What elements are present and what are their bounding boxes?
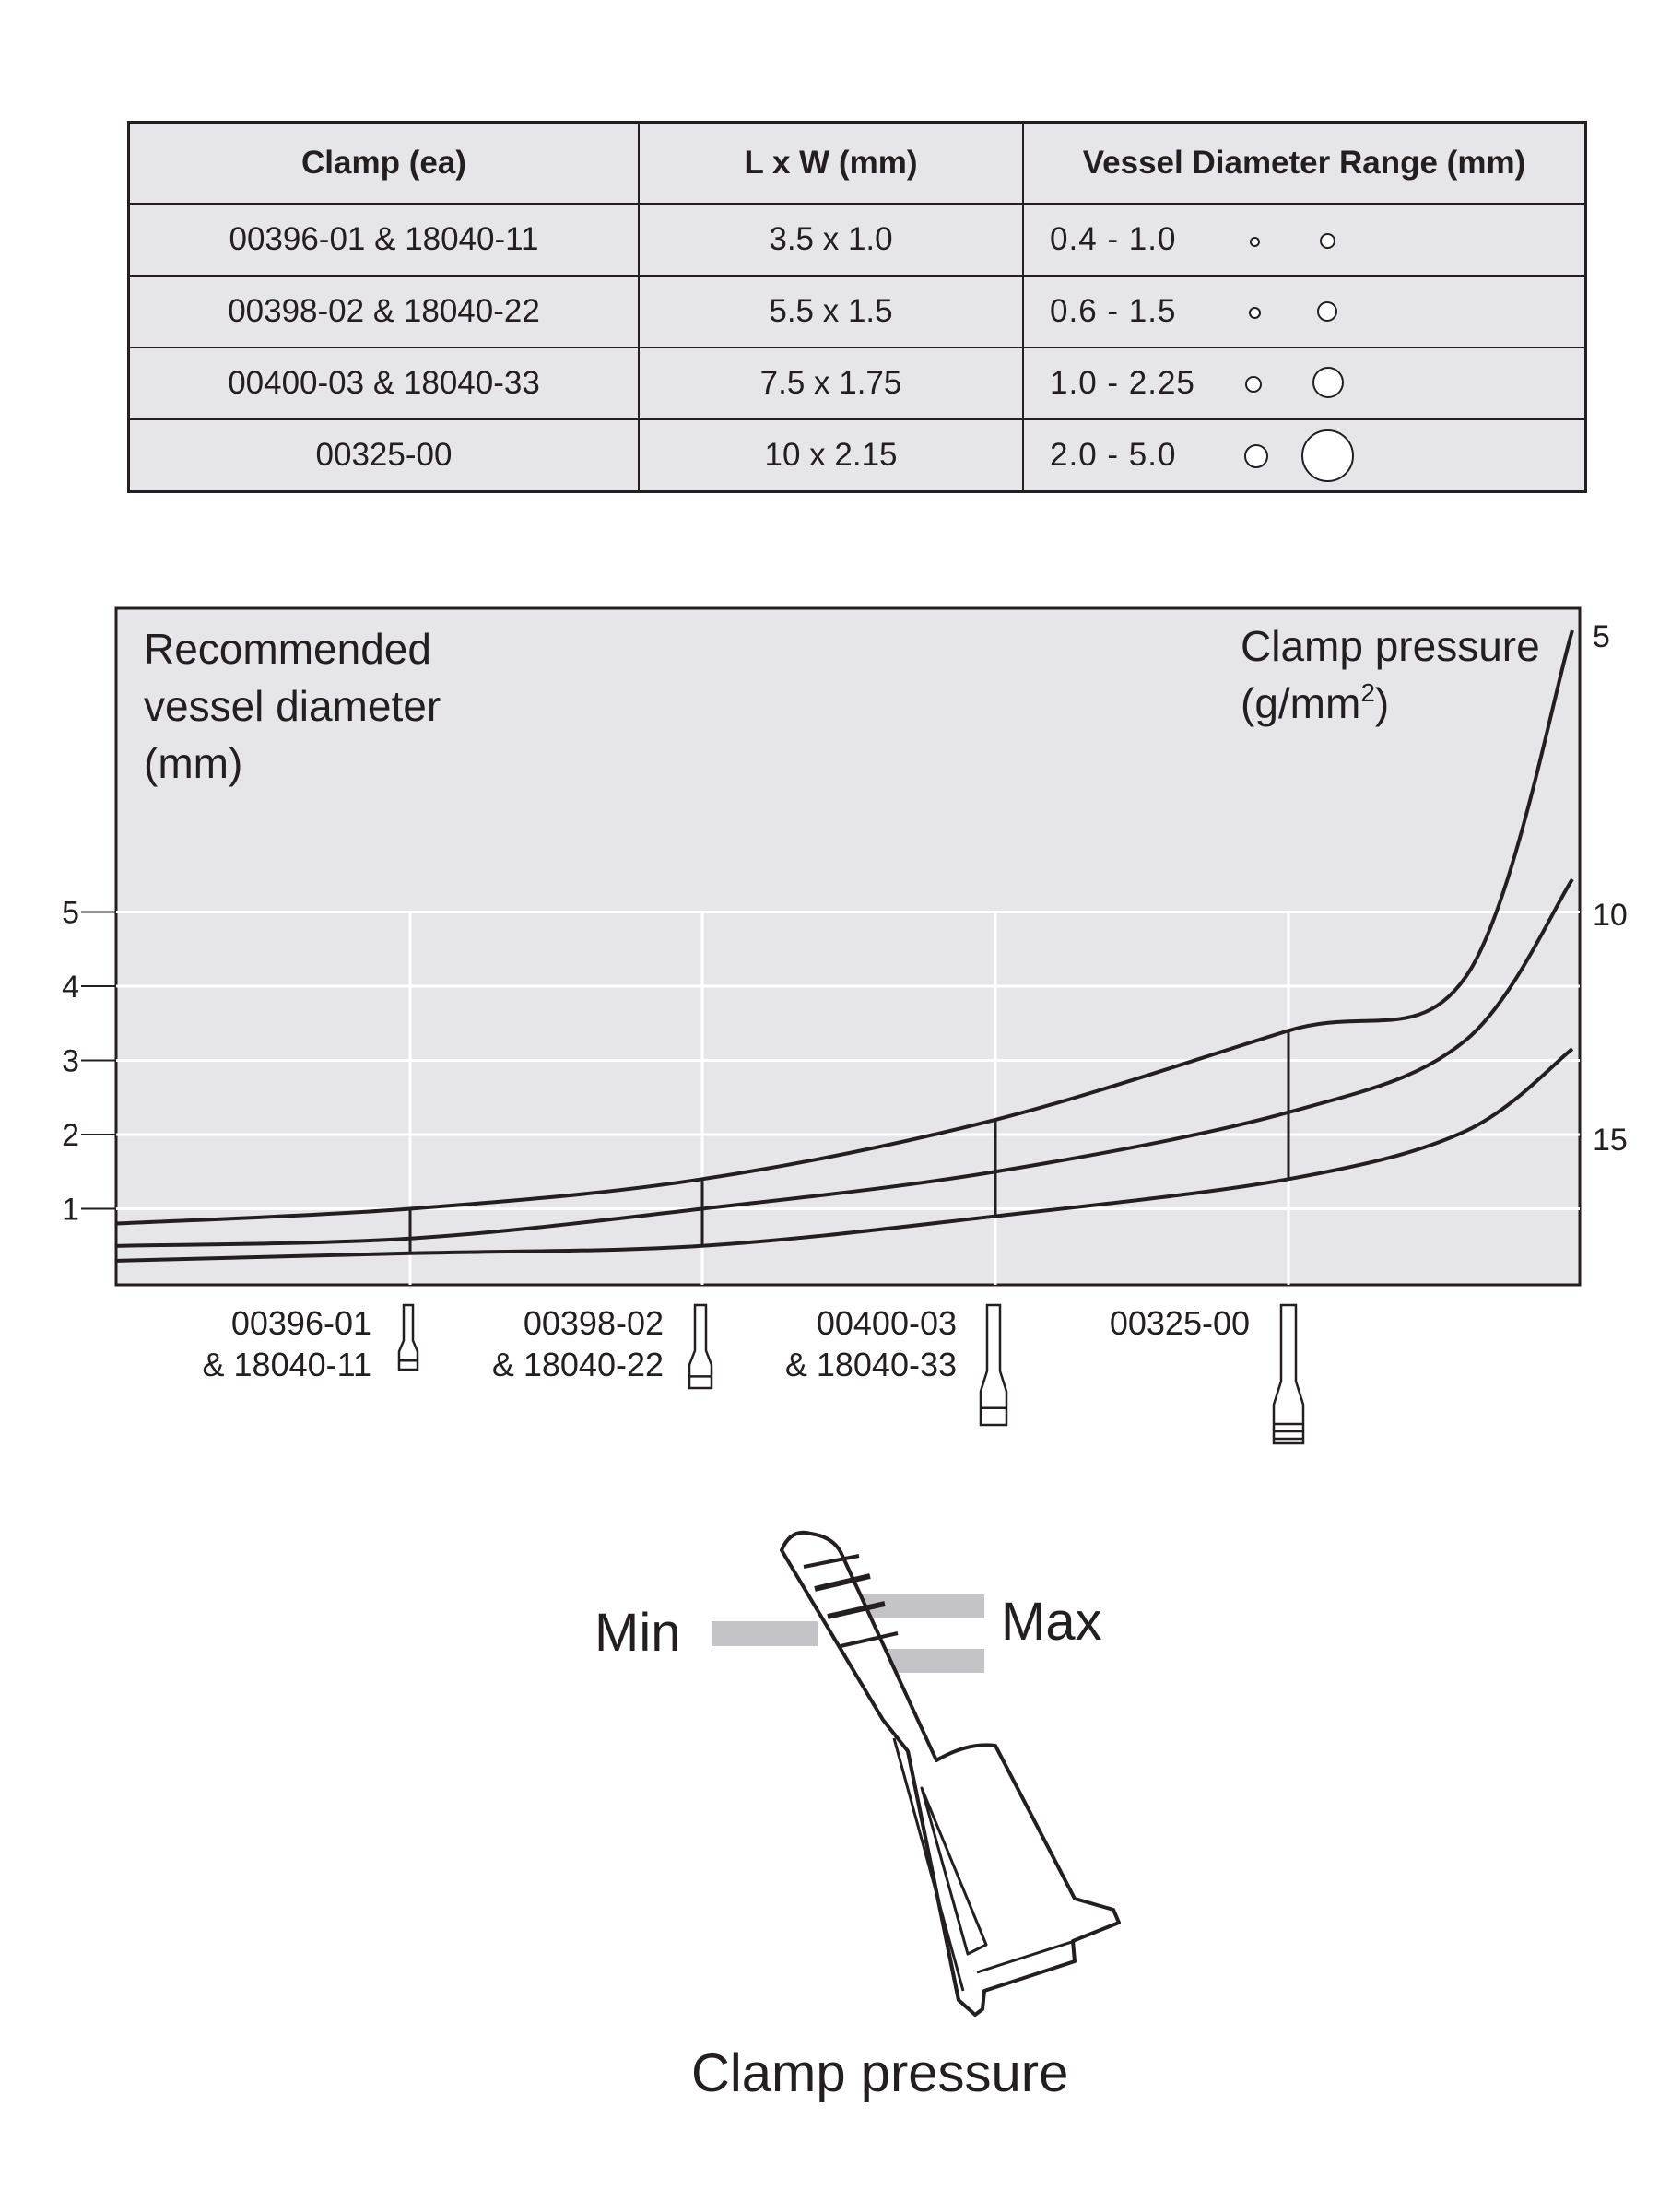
vessel-diameter-chart	[0, 590, 1659, 1475]
right-tick-label: 15	[1593, 1123, 1628, 1158]
clamp-cell: 00325-00	[129, 419, 640, 492]
left-tick-label: 1	[62, 1192, 79, 1228]
table-row	[129, 347, 1586, 419]
left-axis-title: Recommended	[144, 625, 431, 673]
lxw-cell: 7.5 x 1.75	[639, 347, 1023, 419]
left-axis-title: vessel diameter	[144, 682, 441, 730]
category-label: 00396-01	[230, 1304, 371, 1342]
range-cell	[1023, 204, 1586, 276]
range-text: 2.0 - 5.0	[1050, 437, 1177, 473]
max-label: Max	[1001, 1592, 1102, 1652]
lxw-cell: 5.5 x 1.5	[639, 276, 1023, 347]
max-diameter-circle-icon	[1317, 301, 1337, 322]
small-clamp-icon	[1274, 1305, 1303, 1443]
small-clamp-icon	[981, 1305, 1006, 1425]
header-lxw: L x W (mm)	[639, 123, 1023, 205]
category-layer	[203, 1304, 1303, 1443]
right-tick-label: 10	[1593, 898, 1628, 933]
min-label: Min	[594, 1603, 681, 1663]
table-row	[129, 276, 1586, 347]
table-header-row	[129, 123, 1586, 205]
left-tick-label: 5	[62, 895, 79, 931]
small-clamp-outline	[981, 1305, 1006, 1425]
header-range: Vessel Diameter Range (mm)	[1023, 123, 1586, 205]
category-label: & 18040-11	[202, 1346, 371, 1383]
category-label: 00398-02	[523, 1304, 664, 1342]
min-diameter-circle-icon	[1250, 237, 1260, 247]
left-tick-label: 3	[62, 1043, 79, 1079]
right-axis-title: Clamp pressure	[1241, 622, 1540, 670]
max-diameter-circle-icon	[1312, 367, 1344, 398]
header-clamp: Clamp (ea)	[129, 123, 640, 205]
table-row	[129, 204, 1586, 276]
clamp-cell: 00400-03 & 18040-33	[129, 347, 640, 419]
right-axis-title: $(g/mm^2)$	[1241, 678, 1390, 727]
min-diameter-circle-icon	[1245, 376, 1262, 393]
clamp-cell: 00398-02 & 18040-22	[129, 276, 640, 347]
range-text: 0.6 - 1.5	[1050, 293, 1177, 329]
max-diameter-circle-icon	[1301, 429, 1354, 482]
range-cell	[1023, 347, 1586, 419]
category-label: & 18040-33	[784, 1346, 957, 1383]
left-tick-label: 4	[62, 970, 79, 1005]
table-row	[129, 419, 1586, 492]
lxw-cell: 10 x 2.15	[639, 419, 1023, 492]
small-clamp-outline	[1274, 1305, 1303, 1443]
max-diameter-circle-icon	[1320, 233, 1335, 249]
illustration-caption: Clamp pressure	[691, 2043, 1069, 2103]
range-text: 1.0 - 2.25	[1050, 365, 1195, 401]
lxw-cell: 3.5 x 1.0	[639, 204, 1023, 276]
small-clamp-icon	[399, 1305, 418, 1370]
min-diameter-circle-icon	[1249, 307, 1261, 319]
left-tick-label: 2	[62, 1118, 79, 1153]
category-label: & 18040-22	[491, 1346, 664, 1383]
category-label: 00325-00	[1109, 1304, 1250, 1342]
left-axis-title: (mm)	[144, 739, 243, 787]
clamp-spec-table	[127, 121, 1587, 493]
right-tick-label: 5	[1593, 619, 1610, 654]
category-label: 00400-03	[816, 1304, 957, 1342]
min-diameter-circle-icon	[1244, 444, 1268, 468]
range-cell	[1023, 276, 1586, 347]
clamp-cell: 00396-01 & 18040-11	[129, 204, 640, 276]
min-indicator-bar	[712, 1621, 818, 1646]
range-text: 0.4 - 1.0	[1050, 221, 1177, 257]
range-cell	[1023, 419, 1586, 492]
small-clamp-icon	[689, 1305, 712, 1388]
